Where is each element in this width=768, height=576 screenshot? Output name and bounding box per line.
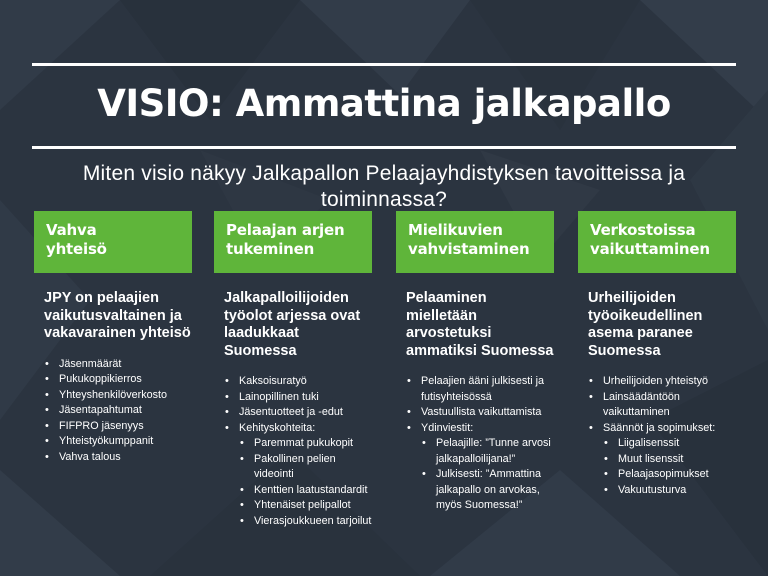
- list-item: • Yhteyshenkilöverkosto: [44, 388, 192, 404]
- sub-list-item: • Pelaajasopimukset: [603, 467, 736, 483]
- column-lead: JPY on pelaajien vaikutusvaltainen ja vakavarainen yhteisö: [44, 290, 191, 341]
- list-item: • Jäsentapahtumat: [44, 403, 192, 419]
- column-heading: [396, 211, 554, 273]
- list-item-label: Kehityskohteita:: [239, 421, 316, 434]
- bullet-list: [34, 357, 192, 466]
- sub-list-item: • Pelaajille: ”Tunne arvosi jalkapalloilijana!”: [421, 436, 554, 467]
- column-lead: Urheilijoiden työoikeudellinen asema paranee Suomessa: [588, 290, 703, 359]
- sub-list-item: • Paremmat pukukopit: [239, 436, 372, 452]
- sub-list-item: • Muut lisenssit: [603, 452, 736, 468]
- column-heading-line: yhteisö: [46, 240, 107, 258]
- column-pelaajan-arjen-tukeminen: [214, 211, 372, 529]
- sub-list: [239, 436, 372, 529]
- column-heading-line: Vahva: [46, 221, 97, 239]
- sub-list-item: • Vierasjoukkueen tarjoilut: [239, 514, 372, 530]
- column-lead: Jalkapalloilijoiden työolot arjessa ovat laadukkaat Suomessa: [224, 290, 361, 359]
- bullet-list: [396, 374, 554, 514]
- sub-list-item: • Vakuutusturva: [603, 483, 736, 499]
- bottom-divider: [32, 146, 736, 149]
- sub-list-item: • Liigalisenssit: [603, 436, 736, 452]
- column-heading-line: Verkostoissa: [590, 221, 696, 239]
- bullet-list: [578, 374, 736, 498]
- column-heading: [214, 211, 372, 273]
- bullet-list: [214, 374, 372, 529]
- list-item: • Pukukoppikierros: [44, 372, 192, 388]
- list-item: [406, 421, 554, 514]
- list-item: • Kaksoisuratyö: [224, 374, 372, 390]
- column-heading-line: tukeminen: [226, 240, 315, 258]
- column-heading: [578, 211, 736, 273]
- sub-list-item: • Kenttien laatustandardit: [239, 483, 372, 499]
- subtitle-question: Miten visio näkyy Jalkapallon Pelaajayhdistyksen tavoitteissa ja toiminnassa?: [82, 162, 686, 211]
- sub-list: [603, 436, 736, 498]
- list-item: • Yhteistyökumppanit: [44, 434, 192, 450]
- page-title: VISIO: Ammattina jalkapallo: [97, 82, 671, 125]
- sub-list-item: • Yhtenäiset pelipallot: [239, 498, 372, 514]
- sub-list-item: • Pakollinen pelien videointi: [239, 452, 372, 483]
- list-item: • Jäsenmäärät: [44, 357, 192, 373]
- column-vahva-yhteiso: [34, 211, 192, 465]
- list-item: [588, 421, 736, 499]
- list-item: • Urheilijoiden yhteistyö: [588, 374, 736, 390]
- list-item: • Vastuullista vaikuttamista: [406, 405, 554, 421]
- column-mielikuvien-vahvistaminen: [396, 211, 554, 514]
- list-item-label: Säännöt ja sopimukset:: [603, 421, 716, 434]
- column-verkostoissa-vaikuttaminen: [578, 211, 736, 498]
- column-heading: [34, 211, 192, 273]
- top-divider: [32, 63, 736, 66]
- column-heading-line: Mielikuvien: [408, 221, 503, 239]
- sub-list: [421, 436, 554, 514]
- list-item: • Lainopillinen tuki: [224, 390, 372, 406]
- column-heading-line: vahvistaminen: [408, 240, 530, 258]
- list-item: [224, 421, 372, 530]
- column-lead: Pelaaminen mielletään arvostetuksi ammatiksi Suomessa: [406, 290, 554, 359]
- list-item: • Vahva talous: [44, 450, 192, 466]
- list-item: • Jäsentuotteet ja -edut: [224, 405, 372, 421]
- list-item-label: Ydinviestit:: [421, 421, 474, 434]
- list-item: • Lainsäädäntöön vaikuttaminen: [588, 390, 736, 421]
- column-heading-line: vaikuttaminen: [590, 240, 710, 258]
- list-item: • FIFPRO jäsenyys: [44, 419, 192, 435]
- column-heading-line: Pelaajan arjen: [226, 221, 345, 239]
- sub-list-item: • Julkisesti: ”Ammattina jalkapallo on arvokas, myös Suomessa!”: [421, 467, 554, 514]
- list-item: • Pelaajien ääni julkisesti ja futisyhteisössä: [406, 374, 554, 405]
